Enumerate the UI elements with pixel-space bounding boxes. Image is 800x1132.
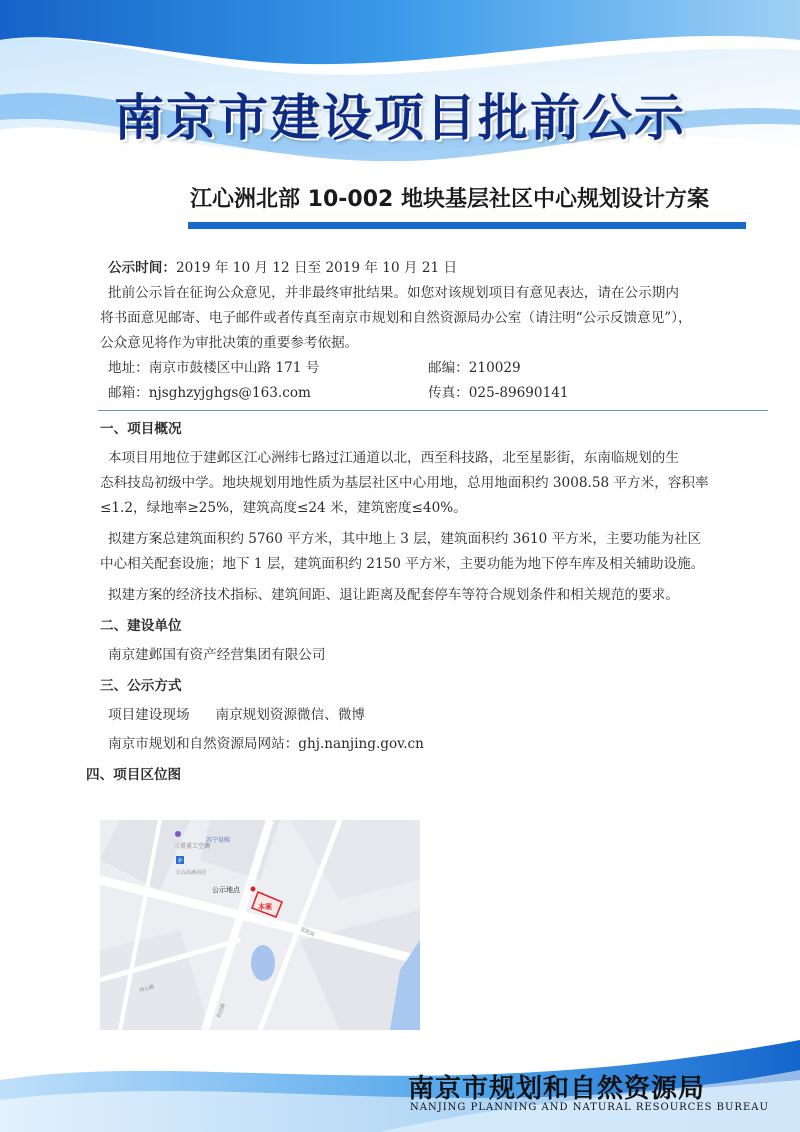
project-label: 本案	[258, 903, 272, 911]
overview-line-5: 中心相关配套设施；地下 1 层，建筑面积约 2150 平方米，主要功能为地下停车库及相关辅助设施。	[100, 556, 705, 572]
subtitle-rule	[188, 222, 746, 229]
location-map	[100, 820, 420, 1030]
notice-time-label: 公示时间：	[108, 260, 176, 276]
notice-time-value: 2019 年 10 月 12 日至 2019 年 10 月 21 日	[175, 260, 458, 276]
location-heading: 四、项目区位图	[86, 767, 182, 783]
intro-line-2: 将书面意见邮寄、电子邮件或者传真至南京市规划和自然资源局办公室（请注明“公示反馈意见”），	[100, 310, 692, 326]
method-website: 南京市规划和自然资源局网站：ghj.nanjing.gov.cn	[108, 736, 424, 752]
contact-row-1	[108, 356, 768, 381]
site-marker-icon	[251, 887, 256, 892]
notice-time	[108, 256, 768, 281]
overview-line-1: 本项目用地位于建邺区江心洲纬七路过江通道以北，西至科技路，北至星影街，东南临规划的生	[108, 450, 679, 466]
method-wechat: 南京规划资源微信、微博	[215, 707, 366, 723]
organization-name-english: NANJING PLANNING AND NATURAL RESOURCES BUREAU	[410, 1102, 769, 1113]
contact-row-2	[108, 381, 768, 406]
method-row	[108, 703, 768, 728]
fax-text: 传真：025-89690141	[428, 385, 569, 401]
overview-heading: 一、项目概况	[100, 421, 182, 437]
organization-name: 南京市规划和自然资源局	[408, 1074, 706, 1104]
parking-icon-glyph: P	[178, 858, 182, 865]
poi-3-label: 长岛海滩浴园	[176, 870, 207, 876]
method-heading: 三、公示方式	[100, 678, 182, 694]
overview-line-3: ≤1.2，绿地率≥25%，建筑高度≤24 米，建筑密度≤40%。	[100, 500, 467, 516]
method-site: 项目建设现场	[108, 707, 190, 723]
site-label: 公示地点	[212, 886, 240, 894]
notice-content	[86, 256, 768, 792]
map-lake	[251, 945, 275, 981]
intro-line-3: 公众意见将作为审批决策的重要参考依据。	[100, 335, 359, 351]
overview-line-4: 拟建方案总建筑面积约 5760 平方米，其中地上 3 层，建筑面积约 3610 平方米，主要功能为社区	[108, 531, 702, 547]
road-label: 星影街	[299, 926, 316, 939]
poi-2-label: 苏宁易购	[206, 837, 231, 844]
section-divider	[98, 410, 768, 411]
postcode-text: 邮编：210029	[428, 360, 521, 376]
road-label: 科技路	[216, 1002, 228, 1019]
overview-line-2: 态科技岛初级中学。地块规划用地性质为基层社区中心用地，总用地面积约 3008.58 平方米，容积率	[100, 475, 709, 491]
project-subtitle: 江心洲北部 10-002 地块基层社区中心规划设计方案	[190, 187, 709, 212]
builder-heading: 二、建设单位	[100, 618, 182, 634]
builder-name: 南京建邺国有资产经营集团有限公司	[108, 647, 326, 663]
intro-line-1: 批前公示旨在征询公众意见，并非最终审批结果。如您对该规划项目有意见表达，请在公示期内	[108, 285, 679, 301]
email-text: 邮箱：njsghzyjghgs@163.com	[108, 385, 311, 401]
address-text: 地址：南京市鼓楼区中山路 171 号	[108, 360, 320, 376]
road-label: 纬七路	[138, 984, 156, 994]
poi-1-label: 三重重工空调	[174, 843, 211, 850]
overview-line-6: 拟建方案的经济技术指标、建筑间距、退让距离及配套停车等符合规划条件和相关规范的要求。	[108, 587, 679, 603]
main-title: 南京市建设项目批前公示	[114, 88, 686, 147]
poi-marker	[175, 831, 181, 837]
